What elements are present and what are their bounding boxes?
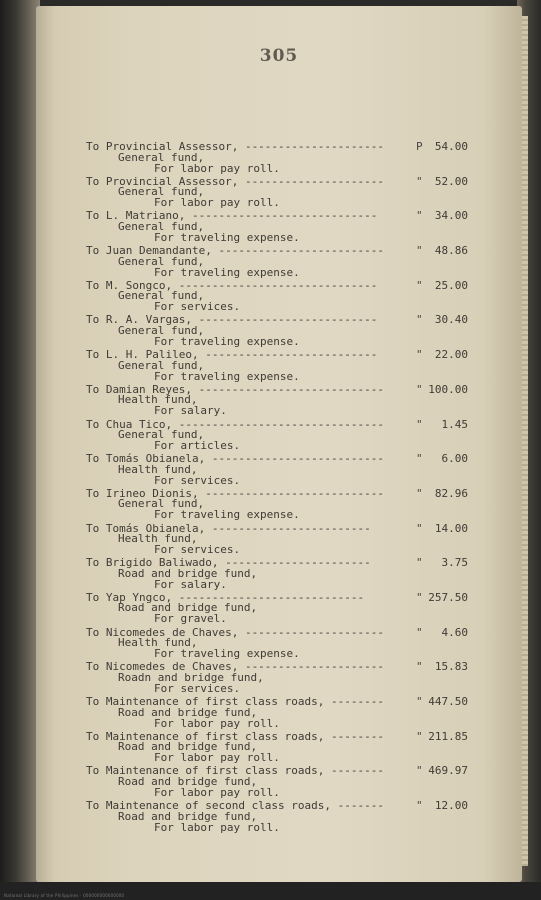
- entry-fund: General fund,: [118, 428, 205, 441]
- entry-payee: To Juan Demandante, -------------------------: [86, 244, 385, 258]
- entry-purpose: For salary.: [154, 577, 227, 591]
- ledger-entry: [86, 209, 506, 244]
- ledger-entry: [86, 764, 506, 799]
- entry-currency-mark: ": [416, 556, 423, 570]
- entry-payee: To Damian Reyes, ----------------------------: [86, 382, 385, 396]
- entry-amount: 82.96: [434, 486, 468, 500]
- ledger-entry: [86, 279, 506, 314]
- entry-currency-mark: ": [416, 521, 423, 535]
- entry-payee: To M. Songco, ------------------------------: [86, 278, 378, 292]
- page-edge: [522, 16, 528, 866]
- entry-purpose: For salary.: [154, 404, 227, 418]
- ledger-entry: [86, 799, 506, 834]
- entry-fund: General fund,: [118, 358, 205, 372]
- entry-payee: To Nicomedes de Chaves, ---------------------: [86, 660, 385, 674]
- entry-fund: Road and bridge fund,: [118, 566, 258, 580]
- entry-fund: Road and bridge fund,: [118, 601, 258, 615]
- entry-amount: 52.00: [434, 174, 468, 188]
- footer-text: National Library of the Philippines · 000000000000000: [4, 893, 125, 898]
- entry-amount: 257.50: [428, 590, 468, 604]
- entry-payee: To R. A. Vargas, ---------------------------: [86, 313, 378, 327]
- entry-amount: 447.50: [428, 695, 468, 708]
- entry-currency-mark: ": [416, 799, 423, 813]
- entry-amount: 100.00: [428, 382, 468, 396]
- entry-payee: To Maintenance of first class roads, --------: [86, 729, 385, 743]
- ledger-entry: [86, 695, 506, 730]
- entry-fund: Road and bridge fund,: [118, 740, 258, 754]
- page-number: 305: [259, 46, 299, 66]
- footer-strip: [0, 882, 541, 900]
- entry-payee: To Provincial Assessor, ---------------------: [86, 140, 385, 153]
- entry-fund: General fund,: [118, 323, 205, 337]
- entry-fund: General fund,: [118, 185, 205, 199]
- entry-amount: 3.75: [441, 556, 468, 570]
- entry-purpose: For traveling expense.: [154, 230, 300, 244]
- ledger-entry: [86, 383, 506, 418]
- entry-currency-mark: P: [416, 140, 423, 153]
- entry-currency-mark: ": [416, 486, 423, 500]
- ledger-entry: [86, 660, 506, 695]
- entry-purpose: For labor pay roll.: [154, 161, 280, 175]
- ledger-entry: [86, 591, 506, 626]
- entry-currency-mark: ": [416, 244, 423, 258]
- entry-payee: To Maintenance of first class roads, --------: [86, 695, 385, 708]
- entry-amount: 12.00: [434, 799, 468, 813]
- entry-purpose: For gravel.: [154, 612, 227, 626]
- entry-payee: To Yap Yngco, ----------------------------: [86, 590, 365, 604]
- entry-fund: Road and bridge fund,: [118, 705, 258, 719]
- entry-fund: Roadn and bridge fund,: [118, 670, 264, 684]
- entry-purpose: For articles.: [154, 439, 241, 452]
- entry-amount: 6.00: [441, 452, 468, 466]
- entry-purpose: For traveling expense.: [154, 265, 300, 279]
- entry-amount: 469.97: [428, 764, 468, 778]
- entry-amount: 1.45: [441, 417, 468, 431]
- ledger-entry: [86, 140, 506, 175]
- entry-fund: Health fund,: [118, 393, 198, 407]
- entry-fund: Road and bridge fund,: [118, 774, 258, 788]
- entry-payee: To L. H. Palileo, --------------------------: [86, 348, 378, 362]
- entry-payee: To Chua Tico, -------------------------------: [86, 417, 385, 431]
- entry-amount: 4.60: [441, 625, 468, 639]
- entry-payee: To Nicomedes de Chaves, ---------------------: [86, 625, 385, 639]
- entry-currency-mark: ": [416, 625, 423, 639]
- entry-fund: Road and bridge fund,: [118, 809, 258, 823]
- entry-currency-mark: ": [416, 660, 423, 674]
- entry-purpose: For services.: [154, 543, 241, 557]
- entry-amount: 30.40: [434, 313, 468, 327]
- entry-payee: To Maintenance of first class roads, --------: [86, 764, 385, 778]
- entry-amount: 211.85: [428, 729, 468, 743]
- ledger-entry: [86, 452, 506, 487]
- entry-currency-mark: ": [416, 695, 423, 708]
- entry-amount: 25.00: [434, 278, 468, 292]
- entry-amount: 22.00: [434, 348, 468, 362]
- ledger-entry: [86, 348, 506, 383]
- ledger-entry: [86, 487, 506, 522]
- entry-purpose: For traveling expense.: [154, 647, 300, 661]
- entry-fund: General fund,: [118, 150, 205, 164]
- entry-payee: To Provincial Assessor, ---------------------: [86, 174, 385, 188]
- entry-purpose: For labor pay roll.: [154, 820, 280, 834]
- entry-fund: General fund,: [118, 219, 205, 233]
- entry-fund: General fund,: [118, 497, 205, 511]
- entry-currency-mark: ": [416, 452, 423, 466]
- entry-amount: 15.83: [434, 660, 468, 674]
- entry-purpose: For labor pay roll.: [154, 716, 280, 730]
- entry-purpose: For traveling expense.: [154, 508, 300, 522]
- entry-amount: 48.86: [434, 244, 468, 258]
- document-page: [36, 6, 522, 882]
- ledger-entry: [86, 313, 506, 348]
- ledger-entry: [86, 418, 506, 453]
- entry-fund: General fund,: [118, 289, 205, 303]
- ledger-entry: [86, 244, 506, 279]
- entry-payee: To Brigido Baliwado, ----------------------: [86, 556, 371, 570]
- entry-currency-mark: ": [416, 174, 423, 188]
- entry-payee: To L. Matriano, ----------------------------: [86, 209, 378, 223]
- ledger-entries: [86, 140, 506, 834]
- entry-currency-mark: ": [416, 417, 423, 431]
- ledger-entry: [86, 175, 506, 210]
- entry-purpose: For labor pay roll.: [154, 751, 280, 765]
- entry-payee: To Maintenance of second class roads, -------: [86, 799, 385, 813]
- entry-purpose: For traveling expense.: [154, 334, 300, 348]
- entry-currency-mark: ": [416, 764, 423, 778]
- entry-fund: Health fund,: [118, 532, 198, 546]
- entry-fund: General fund,: [118, 254, 205, 268]
- entry-payee: To Tomás Obianela, ------------------------: [86, 521, 371, 535]
- entry-currency-mark: ": [416, 209, 423, 223]
- entry-purpose: For labor pay roll.: [154, 785, 280, 799]
- entry-fund: Health fund,: [118, 462, 198, 476]
- entry-payee: To Tomás Obianela, --------------------------: [86, 452, 385, 466]
- entry-currency-mark: ": [416, 590, 423, 604]
- entry-purpose: For services.: [154, 473, 241, 487]
- entry-purpose: For services.: [154, 300, 241, 314]
- ledger-entry: [86, 556, 506, 591]
- entry-fund: Health fund,: [118, 636, 198, 650]
- entry-currency-mark: ": [416, 729, 423, 743]
- ledger-entry: [86, 626, 506, 661]
- entry-amount: 34.00: [434, 209, 468, 223]
- entry-purpose: For traveling expense.: [154, 369, 300, 383]
- entry-currency-mark: ": [416, 382, 423, 396]
- ledger-entry: [86, 522, 506, 557]
- entry-currency-mark: ": [416, 313, 423, 327]
- ledger-entry: [86, 730, 506, 765]
- entry-purpose: For labor pay roll.: [154, 196, 280, 210]
- entry-payee: To Irineo Dionis, ---------------------------: [86, 486, 385, 500]
- entry-currency-mark: ": [416, 348, 423, 362]
- entry-amount: 14.00: [434, 521, 468, 535]
- entry-purpose: For services.: [154, 681, 241, 695]
- entry-amount: 54.00: [434, 140, 468, 153]
- entry-currency-mark: ": [416, 278, 423, 292]
- scan-frame-left: [0, 0, 40, 900]
